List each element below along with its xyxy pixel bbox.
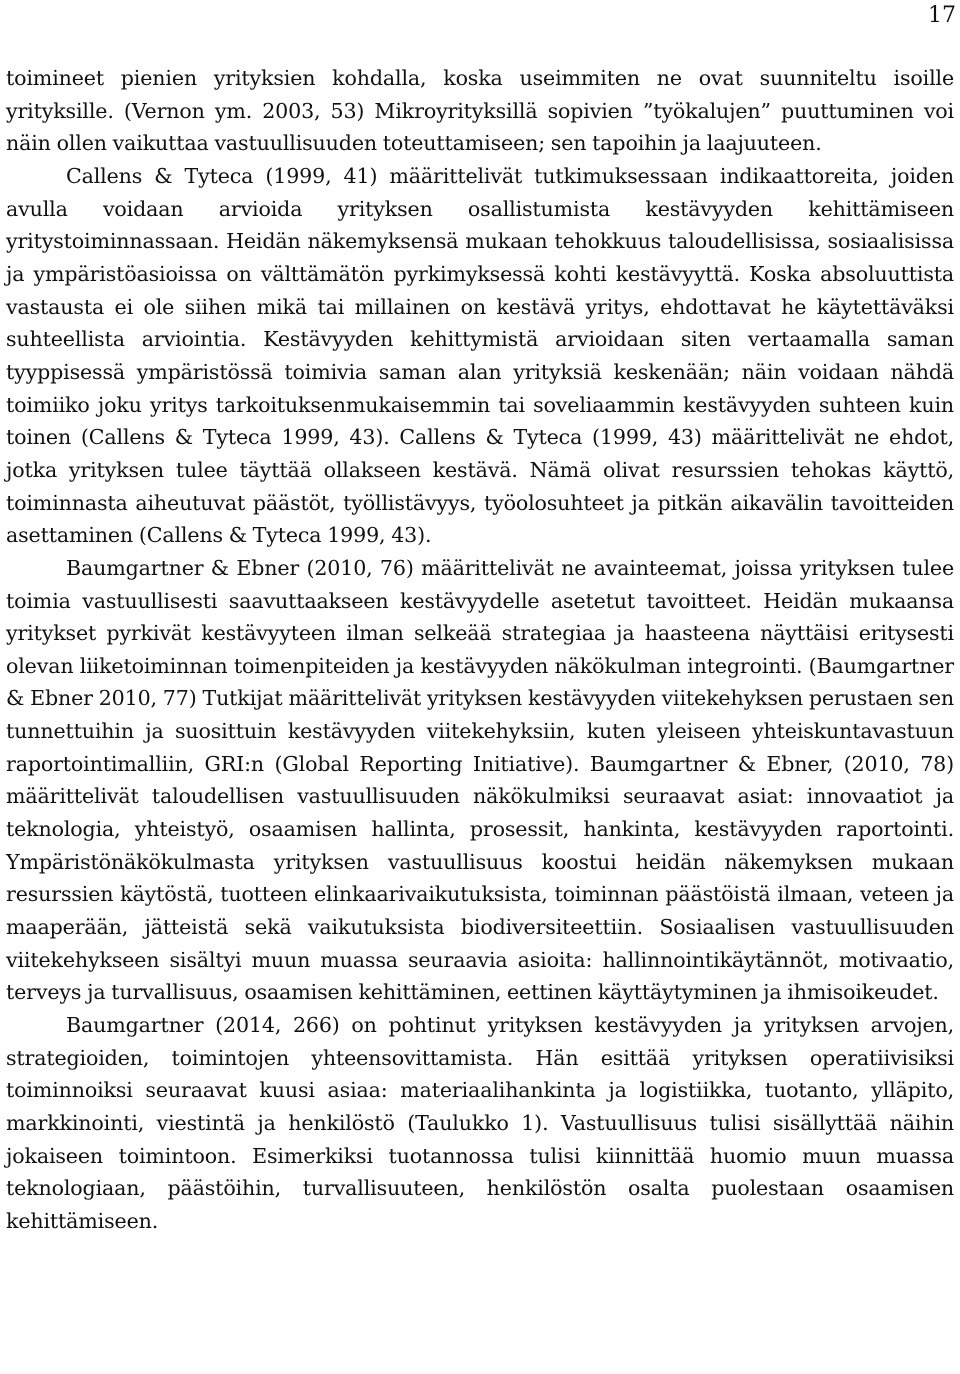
paragraph-callens-tyteca: Callens & Tyteca (1999, 41) määrittelivät tutkimuksessaan indikaattoreita, joiden avulla voidaan arvioida yrityksen osallistumista kestävyyden kehittämiseen yritystoiminnassaan. Heidän näkemyksensä mukaan tehokkuus taloudellisissa, sosiaalisissa ja ympäristöasioissa on välttämätön pyrkimyksessä kohti kestävyyttä. Koska absoluuttista vastausta ei ole siihen mikä tai millainen on kestävä yritys, ehdottavat he käytettäväksi suhteellista arviointia. Kestävyyden kehittymistä arvioidaan siten vertaamalla saman tyyppisessä ympäristössä toimivia saman alan yrityksiä keskenään; näin voidaan nähdä toimiiko joku yritys tarkoituksenmukaisemmin tai soveliaammin kestävyyden suhteen kuin toinen (Callens & Tyteca 1999, 43). Callens & Tyteca (1999, 43) määrittelivät ne ehdot, jotka yrityksen tulee täyttää ollakseen kestävä. Nämä olivat resurssien tehokas käyttö, toiminnasta aiheutuvat päästöt, työllistävyys, työolosuhteet ja pitkän aikavälin tavoitteiden asettaminen (Callens & Tyteca 1999, 43). — [6, 163, 954, 548]
page-number: 17 — [928, 3, 956, 28]
document-body — [6, 62, 954, 1238]
paragraph-baumgartner-ebner: Baumgartner & Ebner (2010, 76) määrittelivät ne avainteemat, joissa yrityksen tulee toimia vastuullisesti saavuttaakseen kestävyydelle asetetut tavoitteet. Heidän mukaansa yritykset pyrkivät kestävyyteen ilman selkeää strategiaa ja haasteena näyttäisi eritysesti olevan liiketoiminnan toimenpiteiden ja kestävyyden näkökulman integrointi. (Baumgartner & Ebner 2010, 77) Tutkijat määrittelivät yrityksen kestävyyden viitekehyksen perustaen sen tunnettuihin ja suosittuin kestävyyden viitekehyksiin, kuten yleiseen yhteiskuntavastuun raportointimalliin, GRI:n (Global Reporting Initiative). Baumgartner & Ebner, (2010, 78) määrittelivät taloudellisen vastuullisuuden näkökulmiksi seuraavat asiat: innovaatiot ja teknologia, yhteistyö, osaamisen hallinta, prosessit, hankinta, kestävyyden raportointi. Ympäristönäkökulmasta yrityksen vastuullisuus koostui heidän näkemyksen mukaan resurssien käytöstä, tuotteen elinkaarivaikutuksista, toiminnan päästöistä ilmaan, veteen ja maaperään, jätteistä sekä vaikutuksista biodiversiteettiin. Sosiaalisen vastuullisuuden viitekehykseen sisältyi muun muassa seuraavia asioita: hallinnointikäytännöt, motivaatio, terveys ja turvallisuus, osaamisen kehittäminen, eettinen käyttäytyminen ja ihmisoikeudet. — [6, 555, 954, 1005]
paragraph-baumgartner-2014: Baumgartner (2014, 266) on pohtinut yrityksen kestävyyden ja yrityksen arvojen, strategioiden, toimintojen yhteensovittamista. Hän esittää yrityksen operatiivisiksi toiminnoiksi seuraavat kuusi asiaa: materiaalihankinta ja logistiikka, tuotanto, ylläpito, markkinointi, viestintä ja henkilöstö (Taulukko 1). Vastuullisuus tulisi sisällyttää näihin jokaiseen toimintoon. Esimerkiksi tuotannossa tulisi kiinnittää huomio muun muassa teknologiaan, päästöihin, turvallisuuteen, henkilöstön osalta puolestaan osaamisen kehittämiseen. — [6, 1013, 954, 1233]
paragraph-continuation: toimineet pienien yrityksien kohdalla, koska useimmiten ne ovat suunniteltu isoille yrityksille. (Vernon ym. 2003, 53) Mikroyrityksillä sopivien ”työkalujen” puuttuminen voi näin ollen vaikuttaa vastuullisuuden toteuttamiseen; sen tapoihin ja laajuuteen. — [6, 66, 954, 156]
